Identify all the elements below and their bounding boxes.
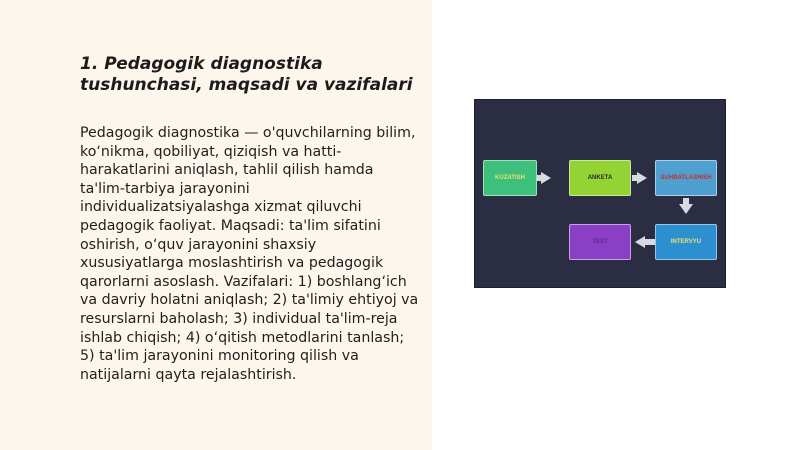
slide-title: 1. Pedagogik diagnostika tushunchasi, maqsadi va vazifalari xyxy=(80,54,413,95)
method-box-observation: KUZATISH xyxy=(483,160,537,196)
slide-body-text: Pedagogik diagnostika — o'quvchilarning bilim, ko‘nikma, qobiliyat, qiziqish va hatti-harakatlarini aniqlash, tahlil qilish hamda ta'lim-tarbiya jarayonini individualizatsiyalashga xizmat qiluvchi pedagogik faoliyat. Maqsadi: ta'lim sifatini oshirish, o‘quv jarayonini shaxsiy xususiyatlarga moslashtirish va pedagogik qarorlarni asoslash. Vazifalari: 1) boshlang‘ich va davriy holatni aniqlash; 2) ta'limiy ehtiyoj va resurslarni baholash; 3) individual ta'lim-reja ishlab chiqish; 4) o‘qitish metodlarini tanlash; 5) ta'lim jarayonini monitoring qilish va natijalarni qayta rejalashtirish. xyxy=(80,125,419,383)
method-box-conversation: SUHBATLASHISH xyxy=(655,160,717,196)
arrow-right-icon xyxy=(637,172,647,184)
arrow-left-icon xyxy=(635,236,645,248)
method-box-test: TEST xyxy=(569,224,631,260)
arrow-down-icon xyxy=(679,204,693,214)
diagnostics-methods-image xyxy=(475,100,725,287)
arrow-left-shaft xyxy=(644,239,655,245)
method-box-interview: INTERVYU xyxy=(655,224,717,260)
arrow-right-icon xyxy=(541,172,551,184)
method-box-questionnaire: ANKETA xyxy=(569,160,631,196)
